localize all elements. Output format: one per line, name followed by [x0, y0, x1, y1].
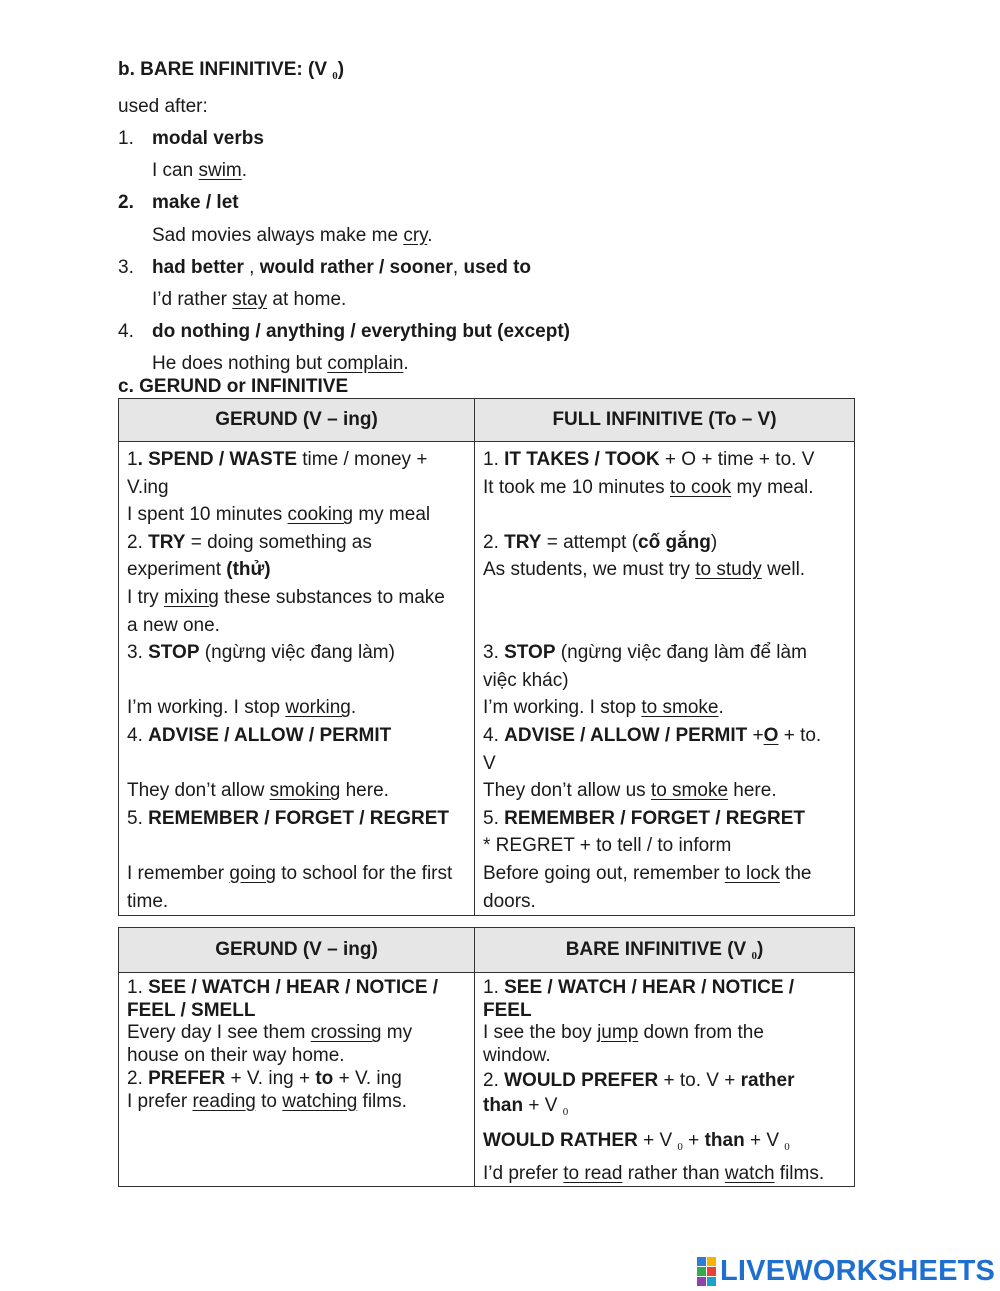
gerund-example-2: I try mixing these substances to make a new one.: [127, 586, 445, 636]
gerund-rule-2: 2. TRY = doing something as experiment (thử): [127, 531, 372, 581]
gerund-example-1: I spent 10 minutes cooking my meal: [127, 504, 431, 526]
table1-header-full-infinitive: FULL INFINITIVE (To – V): [475, 399, 855, 442]
infinitive-rule-3: 3. STOP (ngừng việc đang làm để làm việc khác): [483, 642, 807, 691]
infinitive-example-5: Before going out, remember to lock the doors.: [483, 862, 812, 912]
section-b-title: b. BARE INFINITIVE: (V $_0$): [118, 59, 345, 82]
bare-perception-example: I see the boy jump down from the window.: [483, 1022, 764, 1067]
bare-would-prefer-rule: 2. WOULD PREFER + to. V + rather than + V $_0$: [483, 1069, 795, 1118]
table1-gerund-cell: [119, 442, 475, 916]
logo-icon: [697, 1257, 716, 1286]
list-item-example: I can swim.: [152, 160, 248, 181]
table2-bare-infinitive-cell: [475, 973, 855, 1187]
gerund-prefer-example: I prefer reading to watching films.: [127, 1090, 407, 1112]
infinitive-example-1: It took me 10 minutes to cook my meal.: [483, 476, 814, 498]
list-item-example: I’d rather stay at home.: [152, 289, 347, 310]
list-item: 2. make / let: [118, 192, 239, 213]
infinitive-example-4: They don’t allow us to smoke here.: [483, 780, 777, 802]
gerund-prefer-rule: 2. PREFER + V. ing + to + V. ing: [127, 1067, 402, 1089]
liveworksheets-logo: [697, 1255, 995, 1288]
bare-would-example: I’d prefer to read rather than watch films.: [483, 1162, 825, 1184]
infinitive-example-2: As students, we must try to study well.: [483, 559, 806, 581]
list-item: 4. do nothing / anything / everything but (except): [118, 321, 570, 342]
gerund-example-5: I remember going to school for the first time.: [127, 862, 453, 912]
table1-full-infinitive-cell: [475, 442, 855, 916]
table2-gerund-cell: [119, 973, 475, 1187]
gerund-rule-5: 5. REMEMBER / FORGET / REGRET: [127, 807, 449, 829]
list-item: 1. modal verbs: [118, 128, 264, 149]
gerund-vs-full-infinitive-table: [118, 398, 855, 916]
infinitive-example-3: I’m working. I stop to smoke.: [483, 697, 724, 719]
logo-text: LIVEWORKSHEETS: [720, 1255, 996, 1287]
infinitive-rule-4: 4. ADVISE / ALLOW / PERMIT +O + to. V: [483, 724, 822, 774]
list-item-example: He does nothing but complain.: [152, 353, 409, 374]
infinitive-rule-5: 5. REMEMBER / FORGET / REGRET * REGRET + to tell / to inform: [483, 807, 805, 857]
gerund-perception-example: Every day I see them crossing my house on their way home.: [127, 1022, 413, 1067]
gerund-rule-3: 3. STOP (ngừng việc đang làm): [127, 642, 395, 664]
section-b-intro: used after:: [118, 96, 208, 117]
table2-header-bare-infinitive: BARE INFINITIVE (V $_0$): [475, 928, 855, 973]
gerund-example-4: They don’t allow smoking here.: [127, 780, 389, 802]
list-item-example: Sad movies always make me cry.: [152, 225, 433, 246]
infinitive-rule-2: 2. TRY = attempt (cố gắng): [483, 531, 718, 553]
table2-header-gerund: GERUND (V – ing): [119, 928, 475, 973]
list-item: 3. had better , would rather / sooner, used to: [118, 257, 532, 278]
table1-header-gerund: GERUND (V – ing): [119, 399, 475, 442]
bare-would-rather-rule: WOULD RATHER + V $_0$ + than + V $_0$: [483, 1129, 790, 1153]
infinitive-rule-1: 1. IT TAKES / TOOK + O + time + to. V: [483, 449, 815, 470]
bare-perception-rule: 1. SEE / WATCH / HEAR / NOTICE / FEEL: [483, 977, 795, 1021]
section-c-title: c. GERUND or INFINITIVE: [118, 376, 349, 397]
gerund-example-3: I’m working. I stop working.: [127, 697, 357, 719]
gerund-rule-4: 4. ADVISE / ALLOW / PERMIT: [127, 724, 392, 746]
gerund-rule-1: 1. SPEND / WASTE time / money + V.ing: [127, 449, 428, 498]
gerund-vs-bare-infinitive-table: [118, 927, 855, 1187]
gerund-perception-rule: 1. SEE / WATCH / HEAR / NOTICE / FEEL / SMELL: [127, 977, 439, 1021]
